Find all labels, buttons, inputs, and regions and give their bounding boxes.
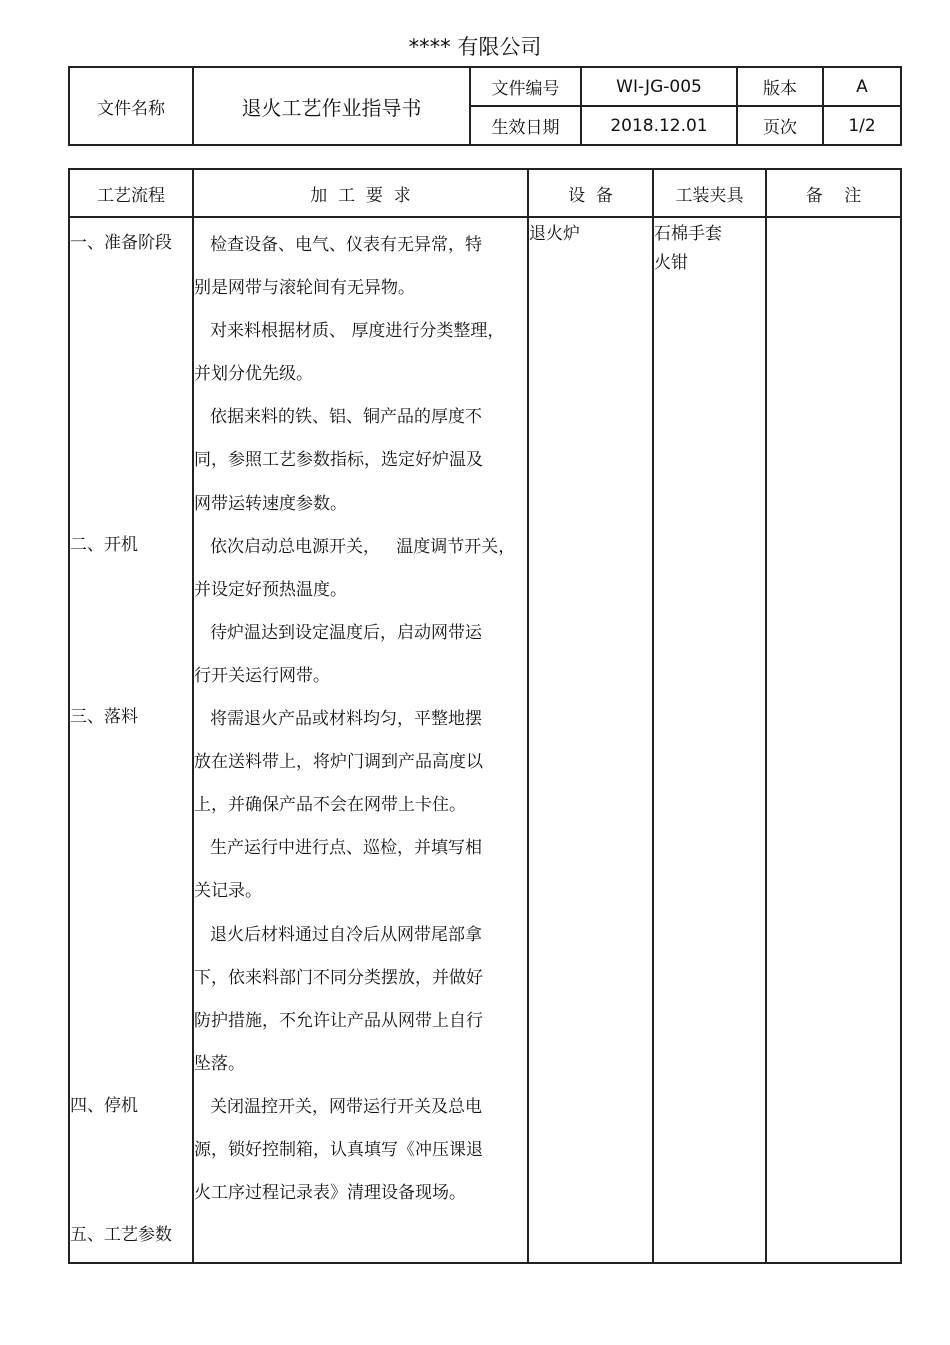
- step-prepare: 一、准备阶段: [70, 233, 172, 253]
- equipment-cell: [528, 217, 653, 1263]
- requirement-paragraph: 依据来料的铁、铝、铜产品的厚度不 同，参照工艺参数指标，选定好炉温及 网带运转速度参数。: [194, 407, 483, 514]
- tooling-item: 石棉手套: [654, 224, 722, 244]
- remarks-cell: [766, 217, 901, 1263]
- requirement-paragraph: 退火后材料通过自冷后从网带尾部拿 下，依来料部门不同分类摆放，并做好 防护措施，不允许让产品从网带上自行 坠落。: [194, 924, 483, 1074]
- column-header-requirements: 加 工 要 求: [193, 169, 528, 217]
- effective-date: 2018.12.01: [581, 106, 737, 145]
- column-header-remarks: 备 注: [766, 169, 901, 217]
- tooling-cell: [653, 217, 766, 1263]
- requirement-paragraph: 将需退火产品或材料均匀，平整地摆 放在送料带上，将炉门调到产品高度以 上，并确保产品不会在网带上卡住。: [194, 709, 483, 816]
- requirement-paragraph: 对来料根据材质、 厚度进行分类整理， 并划分优先级。: [194, 321, 505, 385]
- requirement-paragraph: 生产运行中进行点、巡检，并填写相 关记录。: [194, 838, 482, 902]
- step-feed: 三、落料: [70, 707, 138, 727]
- doc-name-label: 文件名称: [69, 67, 193, 145]
- tooling-item: 火钳: [654, 253, 688, 273]
- equipment-item: 退火炉: [529, 224, 580, 244]
- effective-date-label: 生效日期: [470, 106, 581, 145]
- column-header-equipment: 设 备: [528, 169, 653, 217]
- requirement-paragraph: 依次启动总电源开关， 温度调节开关， 并设定好预热温度。: [194, 536, 516, 600]
- page-value: 1/2: [823, 106, 901, 145]
- requirement-paragraph: 检查设备、电气、仪表有无异常，特 别是网带与滚轮间有无异物。: [194, 235, 482, 299]
- doc-name: 退火工艺作业指导书: [193, 67, 470, 145]
- doc-no-label: 文件编号: [470, 67, 581, 106]
- step-stop: 四、停机: [70, 1096, 138, 1116]
- requirement-paragraph: 关闭温控开关，网带运行开关及总电 源，锁好控制箱，认真填写《冲压课退 火工序过程记录表》清理设备现场。: [194, 1096, 483, 1204]
- version-label: 版本: [737, 67, 823, 106]
- requirements-cell: [193, 217, 528, 1263]
- company-title: **** 有限公司: [408, 35, 542, 59]
- process-table: [68, 168, 902, 1264]
- page-label: 页次: [737, 106, 823, 145]
- document-header-table: [68, 66, 902, 146]
- doc-no: WI-JG-005: [581, 67, 737, 106]
- requirement-paragraph: 待炉温达到设定温度后，启动网带运 行开关运行网带。: [194, 622, 482, 686]
- step-parameters: 五、工艺参数: [70, 1225, 172, 1245]
- version-value: A: [823, 67, 901, 106]
- process-steps-cell: [69, 217, 193, 1263]
- column-header-process: 工艺流程: [69, 169, 193, 217]
- step-start: 二、开机: [70, 535, 138, 555]
- column-header-tooling: 工装夹具: [653, 169, 766, 217]
